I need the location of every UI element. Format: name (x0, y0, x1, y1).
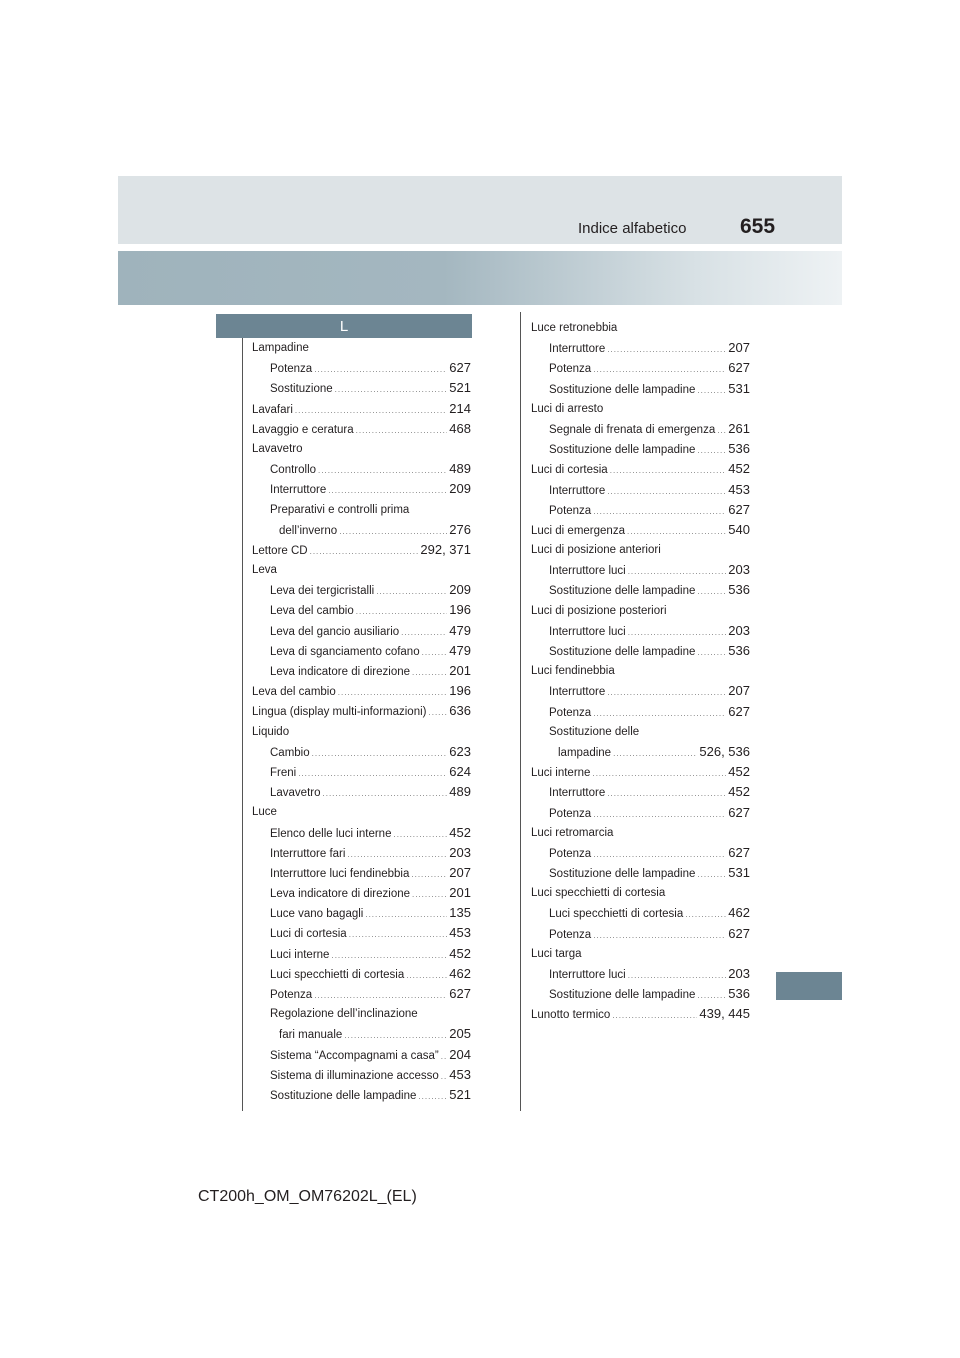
index-entry-page: 196 (449, 602, 471, 618)
index-entry (531, 621, 750, 641)
index-entry (252, 681, 471, 701)
dot-leader (628, 623, 727, 641)
index-entry (531, 399, 750, 419)
dot-leader (697, 643, 726, 661)
page-title: Indice alfabetico (578, 220, 687, 237)
index-entry-label: Sostituzione delle lampadine (270, 1089, 417, 1102)
index-entry (531, 560, 750, 580)
index-entry-label: Potenza (549, 363, 592, 376)
index-entry-label: Sostituzione (270, 383, 333, 396)
index-entry-page: 452 (449, 945, 471, 961)
index-entry-label: Interruttore luci (549, 565, 626, 578)
index-entry-page: 627 (728, 501, 750, 517)
index-entry-label: Sostituzione delle lampadine (549, 585, 696, 598)
dot-leader (612, 1006, 697, 1024)
index-entry (531, 520, 750, 540)
index-entry-page: 452 (728, 764, 750, 780)
index-entry-label: Luci di posizione anteriori (531, 544, 661, 557)
dot-leader (610, 461, 727, 479)
dot-leader (335, 380, 448, 398)
index-entry-page: 207 (449, 864, 471, 880)
index-entry-page: 627 (728, 844, 750, 860)
index-entry-label: Sostituzione delle lampadine (549, 383, 696, 396)
index-entry-label: Leva di sganciamento cofano (270, 645, 420, 658)
index-entry (252, 742, 471, 762)
index-entry-page: 452 (449, 824, 471, 840)
index-entry-label: Luci di cortesia (270, 928, 347, 941)
dot-leader (365, 905, 447, 923)
index-entry-label: Sostituzione delle (549, 725, 640, 738)
index-entry-page: 531 (728, 380, 750, 396)
index-entry-label: Leva del gancio ausiliario (270, 625, 400, 638)
index-entry (531, 480, 750, 500)
index-entry-page: 209 (449, 582, 471, 598)
index-entry (252, 621, 471, 641)
index-entry-label: Luce vano bagagli (270, 908, 364, 921)
index-entry (531, 641, 750, 661)
index-entry (252, 923, 471, 943)
index-entry (252, 500, 471, 520)
index-entry-page: 203 (449, 844, 471, 860)
index-column-left (252, 338, 471, 1105)
index-entry-page: 453 (449, 925, 471, 941)
index-entry (531, 823, 750, 843)
index-entry-page: 624 (449, 763, 471, 779)
dot-leader (593, 805, 726, 823)
index-entry-label: Controllo (270, 464, 317, 477)
index-entry (531, 419, 750, 439)
index-entry (531, 883, 750, 903)
index-entry-label: Leva (252, 564, 277, 577)
index-entry-page: 627 (728, 360, 750, 376)
index-entry-page: 526, 536 (699, 743, 750, 759)
index-entry (252, 964, 471, 984)
index-entry-page: 521 (449, 380, 471, 396)
index-entry (531, 1004, 750, 1024)
index-entry-label: Lampadine (252, 342, 309, 354)
dot-leader (331, 946, 447, 964)
index-entry-page: 627 (728, 804, 750, 820)
dot-leader (593, 704, 726, 722)
index-column-right (531, 318, 750, 1025)
dot-leader (347, 845, 447, 863)
index-entry (252, 540, 471, 560)
index-entry-label: Potenza (549, 928, 592, 941)
index-entry-label: Luci di cortesia (531, 464, 608, 477)
index-entry-label: Luci di emergenza (531, 524, 625, 537)
dot-leader (628, 966, 727, 984)
index-entry (531, 681, 750, 701)
dot-leader (412, 885, 447, 903)
index-entry-label: Sostituzione delle lampadine (549, 989, 696, 1002)
index-entry-label: Elenco delle luci interne (270, 827, 392, 840)
right-column-rule (520, 312, 521, 1111)
section-letter-header: L (216, 314, 472, 338)
index-entry-page: 536 (728, 441, 750, 457)
dot-leader (312, 744, 448, 762)
dot-leader (607, 340, 726, 358)
index-entry-page: 207 (728, 340, 750, 356)
dot-leader (717, 421, 726, 439)
dot-leader (592, 764, 726, 782)
left-column-rule (242, 338, 243, 1111)
dot-leader (697, 441, 726, 459)
index-entry (252, 823, 471, 843)
dot-leader (441, 1067, 448, 1085)
index-entry (531, 540, 750, 560)
index-entry (252, 1004, 471, 1024)
dot-leader (356, 602, 448, 620)
index-entry-page: 627 (728, 925, 750, 941)
index-entry-label: Leva dei tergicristalli (270, 585, 375, 598)
index-entry-page: 201 (449, 885, 471, 901)
dot-leader (441, 1047, 448, 1065)
index-entry (252, 600, 471, 620)
index-entry (531, 803, 750, 823)
dot-leader (356, 421, 448, 439)
dot-leader (627, 522, 726, 540)
index-entry-label: Liquido (252, 725, 290, 738)
index-entry (252, 338, 471, 358)
index-entry-page: 627 (449, 360, 471, 376)
index-entry-label: fari manuale (279, 1029, 343, 1042)
index-entry (252, 560, 471, 580)
index-entry-page: 135 (449, 905, 471, 921)
dot-leader (607, 784, 726, 802)
index-entry-page: 201 (449, 663, 471, 678)
dot-leader (613, 744, 697, 762)
index-entry-label: Interruttore (549, 343, 606, 356)
index-entry-label: Lavaggio e ceratura (252, 423, 354, 436)
index-entry-page: 203 (728, 966, 750, 981)
dot-leader (376, 582, 447, 600)
index-entry (252, 883, 471, 903)
dot-leader (628, 562, 727, 580)
dot-leader (318, 461, 447, 479)
index-entry-page: 536 (728, 986, 750, 1002)
dot-leader (338, 683, 448, 701)
index-entry-page: 452 (728, 461, 750, 477)
index-entry-page: 531 (728, 865, 750, 881)
index-entry-page: 479 (449, 622, 471, 638)
index-entry (252, 762, 471, 782)
dot-leader (349, 925, 448, 943)
index-entry-label: Leva del cambio (270, 605, 354, 618)
index-entry-label: Interruttore (549, 787, 606, 800)
index-entry (252, 439, 471, 459)
index-entry-page: 623 (449, 743, 471, 759)
index-entry (252, 1024, 471, 1044)
index-entry (252, 580, 471, 600)
index-entry-label: Lettore CD (252, 544, 308, 557)
index-entry (252, 701, 471, 721)
dot-leader (422, 643, 448, 661)
index-entry-page: 203 (728, 562, 750, 578)
index-entry (531, 782, 750, 802)
index-entry (252, 520, 471, 540)
index-entry (252, 358, 471, 378)
index-entry-label: Lavafari (252, 403, 293, 416)
index-entry (531, 722, 750, 742)
index-entry (531, 500, 750, 520)
index-entry-label: Interruttore (270, 484, 327, 497)
index-entry-page: 453 (728, 481, 750, 497)
dot-leader (328, 481, 447, 499)
dot-leader (593, 926, 726, 944)
dot-leader (298, 764, 447, 782)
index-entry-label: Preparativi e controlli prima (270, 503, 410, 516)
index-entry-label: Interruttore (549, 484, 606, 497)
index-entry-label: Luci di posizione posteriori (531, 604, 667, 617)
index-side-tab (776, 972, 842, 1000)
dot-leader (344, 1026, 447, 1044)
index-entry (531, 318, 750, 338)
index-entry-label: Interruttore luci (549, 625, 626, 638)
index-entry-page: 627 (728, 703, 750, 719)
index-entry (531, 338, 750, 358)
index-entry (252, 419, 471, 439)
index-entry-page: 479 (449, 642, 471, 658)
index-entry-label: Sostituzione delle lampadine (549, 646, 696, 658)
index-entry-page: 196 (449, 683, 471, 699)
index-entry (531, 439, 750, 459)
index-entry-label: Luci retromarcia (531, 826, 614, 839)
index-entry-page: 489 (449, 461, 471, 477)
index-entry (531, 984, 750, 1004)
index-entry-label: Potenza (549, 807, 592, 820)
index-entry (531, 661, 750, 681)
index-entry-label: Sistema di illuminazione accesso (270, 1069, 439, 1082)
index-entry-page: 627 (449, 986, 471, 1001)
index-entry-label: Potenza (549, 847, 592, 860)
index-entry-label: Potenza (270, 989, 313, 1001)
index-entry (252, 378, 471, 398)
index-entry-page: 452 (728, 784, 750, 800)
dot-leader (685, 905, 726, 923)
index-entry-label: dell’inverno (279, 524, 338, 537)
index-entry (531, 863, 750, 883)
index-entry-label: Luce retronebbia (531, 322, 618, 334)
index-entry-page: 540 (728, 521, 750, 537)
index-entry-label: lampadine (558, 746, 612, 759)
index-entry (531, 742, 750, 762)
index-entry-label: Sistema “Accompagnami a casa” (270, 1049, 439, 1062)
index-entry (531, 580, 750, 600)
index-entry (252, 984, 471, 1004)
index-entry-page: 536 (728, 643, 750, 658)
index-entry-label: Potenza (549, 706, 592, 719)
dot-leader (411, 865, 447, 883)
dot-leader (401, 623, 447, 641)
dot-leader (697, 986, 726, 1004)
header-band (118, 251, 842, 305)
index-entry-page: 209 (449, 481, 471, 497)
index-entry-label: Interruttore fari (270, 847, 346, 860)
index-entry-page: 636 (449, 703, 471, 719)
index-entry (531, 843, 750, 863)
index-entry (252, 459, 471, 479)
dot-leader (393, 825, 447, 843)
index-entry-label: Potenza (270, 363, 313, 376)
index-entry-label: Freni (270, 766, 297, 779)
dot-leader (429, 703, 448, 721)
index-entry-page: 453 (449, 1066, 471, 1082)
index-entry-label: Luci interne (270, 948, 330, 961)
page-number: 655 (740, 215, 776, 238)
index-entry-page: 439, 445 (699, 1006, 750, 1022)
index-entry (531, 459, 750, 479)
dot-leader (314, 360, 447, 378)
index-entry (252, 641, 471, 661)
index-entry-page: 205 (449, 1026, 471, 1042)
index-entry-label: Luci specchietti di cortesia (549, 908, 684, 921)
index-entry-page: 536 (728, 582, 750, 598)
index-entry (252, 661, 471, 681)
dot-leader (310, 542, 419, 560)
index-entry-label: Leva indicatore di direzione (270, 888, 411, 901)
dot-leader (607, 482, 726, 500)
index-entry-label: Luci interne (531, 767, 591, 780)
index-entry-label: Leva del cambio (252, 686, 336, 699)
index-entry (252, 863, 471, 883)
index-entry-label: Luci di arresto (531, 402, 604, 415)
index-entry-label: Interruttore (549, 686, 606, 699)
index-entry-label: Luci specchietti di cortesia (531, 887, 666, 900)
index-entry-label: Luce (252, 806, 277, 819)
dot-leader (593, 845, 726, 863)
index-entry-label: Regolazione dell’inclinazione (270, 1008, 418, 1021)
index-entry-page: 214 (449, 400, 471, 416)
dot-leader (295, 401, 447, 419)
index-entry-page: 276 (449, 521, 471, 537)
index-entry-label: Luci specchietti di cortesia (270, 968, 405, 981)
index-entry (531, 358, 750, 378)
index-entry (252, 843, 471, 863)
index-entry (531, 379, 750, 399)
index-entry (531, 762, 750, 782)
index-entry-label: Interruttore luci fendinebbia (270, 867, 410, 880)
index-entry-page: 462 (449, 965, 471, 981)
index-entry-label: Lingua (display multi-informazioni) (252, 706, 427, 719)
dot-leader (418, 1087, 447, 1105)
index-entry-label: Potenza (549, 504, 592, 517)
index-entry-label: Sostituzione delle lampadine (549, 444, 696, 457)
index-entry-page: 292, 371 (420, 541, 471, 557)
index-entry (531, 601, 750, 621)
dot-leader (406, 966, 447, 984)
index-entry (531, 702, 750, 722)
index-entry-label: Luci targa (531, 947, 582, 960)
index-entry (531, 924, 750, 944)
index-entry-label: Lavavetro (270, 787, 321, 800)
index-entry-page: 204 (449, 1046, 471, 1062)
index-entry-page: 462 (728, 905, 750, 921)
index-entry-label: Lavavetro (252, 442, 303, 455)
index-entry-label: Sostituzione delle lampadine (549, 868, 696, 881)
index-entry (252, 1045, 471, 1065)
index-entry-label: Interruttore luci (549, 969, 626, 981)
dot-leader (412, 663, 447, 681)
index-entry-page: 203 (728, 622, 750, 638)
index-entry (531, 944, 750, 964)
index-entry-page: 261 (728, 420, 750, 436)
dot-leader (697, 865, 726, 883)
dot-leader (339, 522, 447, 540)
index-entry-label: Segnale di frenata di emergenza (549, 423, 716, 436)
index-entry-label: Leva indicatore di direzione (270, 666, 411, 678)
index-entry (252, 782, 471, 802)
dot-leader (593, 502, 726, 520)
index-entry-page: 207 (728, 683, 750, 699)
dot-leader (697, 381, 726, 399)
index-entry-page: 468 (449, 420, 471, 436)
index-entry-label: Cambio (270, 746, 310, 759)
index-entry (252, 903, 471, 923)
index-entry (252, 802, 471, 822)
dot-leader (314, 986, 447, 1004)
index-entry-page: 489 (449, 784, 471, 800)
index-entry (252, 944, 471, 964)
index-entry-label: Lunotto termico (531, 1009, 611, 1022)
header-bar (118, 176, 842, 244)
index-entry (252, 399, 471, 419)
dot-leader (607, 683, 726, 701)
document-code: CT200h_OM_OM76202L_(EL) (198, 1188, 417, 1205)
index-entry (252, 1085, 471, 1105)
index-entry (531, 903, 750, 923)
dot-leader (593, 360, 726, 378)
index-entry (252, 722, 471, 742)
dot-leader (323, 784, 448, 802)
dot-leader (697, 582, 726, 600)
index-entry (252, 1065, 471, 1085)
index-entry (252, 479, 471, 499)
index-entry-page: 521 (449, 1086, 471, 1102)
index-entry-label: Luci fendinebbia (531, 665, 615, 678)
index-entry (531, 964, 750, 984)
